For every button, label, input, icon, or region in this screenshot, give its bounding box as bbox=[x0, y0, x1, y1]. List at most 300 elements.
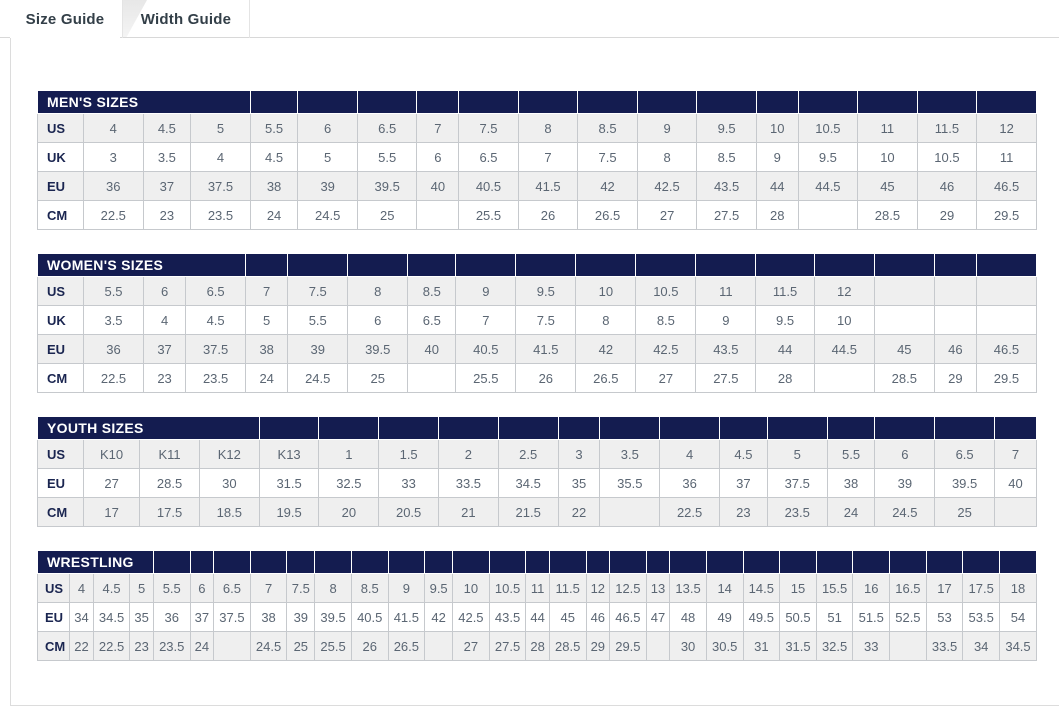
size-value-cell: 29 bbox=[917, 201, 977, 230]
size-value-cell: 15 bbox=[780, 574, 817, 603]
header-filler-cell bbox=[874, 254, 934, 277]
row-label-us: US bbox=[38, 440, 84, 469]
size-value-cell: 24 bbox=[246, 364, 288, 393]
size-value-cell: 42.5 bbox=[453, 603, 490, 632]
size-value-cell bbox=[976, 277, 1036, 306]
size-value-cell: 24.5 bbox=[298, 201, 358, 230]
size-value-cell: 22 bbox=[70, 632, 94, 661]
size-value-cell: 28.5 bbox=[874, 364, 934, 393]
size-value-cell: 7 bbox=[417, 114, 459, 143]
size-value-cell: 4 bbox=[191, 143, 251, 172]
size-value-cell: 8 bbox=[576, 306, 636, 335]
size-value-cell: 22.5 bbox=[660, 498, 720, 527]
size-value-cell: 53 bbox=[926, 603, 963, 632]
header-filler-cell bbox=[526, 551, 550, 574]
size-value-cell: 6.5 bbox=[214, 574, 251, 603]
size-value-cell: 30.5 bbox=[706, 632, 743, 661]
size-value-cell: 25 bbox=[348, 364, 408, 393]
size-value-cell: K11 bbox=[140, 440, 200, 469]
row-label-cm: CM bbox=[38, 632, 70, 661]
header-filler-cell bbox=[459, 91, 519, 114]
size-value-cell: 25.5 bbox=[459, 201, 519, 230]
size-guide-panel bbox=[10, 38, 1059, 706]
size-value-cell: 3.5 bbox=[600, 440, 660, 469]
size-value-cell: 39 bbox=[287, 603, 315, 632]
size-value-cell: 10 bbox=[453, 574, 490, 603]
size-value-cell: 6 bbox=[298, 114, 358, 143]
size-value-cell: 36 bbox=[153, 603, 190, 632]
size-value-cell: 11 bbox=[526, 574, 550, 603]
header-filler-cell bbox=[287, 551, 315, 574]
size-value-cell: 30 bbox=[670, 632, 707, 661]
size-value-cell: 44.5 bbox=[814, 335, 874, 364]
size-value-cell: 23.5 bbox=[191, 201, 251, 230]
header-filler-cell bbox=[439, 417, 499, 440]
size-value-cell bbox=[646, 632, 670, 661]
size-value-cell: 46 bbox=[917, 172, 977, 201]
size-value-cell: 9.5 bbox=[798, 143, 858, 172]
size-value-cell: 10.5 bbox=[636, 277, 696, 306]
size-value-cell: 43.5 bbox=[489, 603, 526, 632]
size-value-cell: 53.5 bbox=[963, 603, 1000, 632]
header-filler-cell bbox=[549, 551, 586, 574]
size-row-cm bbox=[38, 632, 1037, 661]
table-title: YOUTH SIZES bbox=[38, 417, 260, 440]
size-value-cell: 20 bbox=[319, 498, 379, 527]
size-value-cell: 24.5 bbox=[250, 632, 287, 661]
size-value-cell: 51 bbox=[816, 603, 853, 632]
header-filler-cell bbox=[697, 91, 757, 114]
header-filler-cell bbox=[816, 551, 853, 574]
row-label-eu: EU bbox=[38, 603, 70, 632]
size-value-cell: 29.5 bbox=[976, 364, 1036, 393]
size-value-cell: 8.5 bbox=[636, 306, 696, 335]
size-row-uk bbox=[38, 143, 1037, 172]
size-value-cell: 54 bbox=[1000, 603, 1037, 632]
header-filler-cell bbox=[660, 417, 720, 440]
header-filler-cell bbox=[780, 551, 817, 574]
size-value-cell: 6.5 bbox=[935, 440, 995, 469]
size-value-cell: 9 bbox=[756, 143, 798, 172]
size-value-cell: 39.5 bbox=[348, 335, 408, 364]
size-value-cell: 12 bbox=[977, 114, 1037, 143]
size-value-cell: 37.5 bbox=[186, 335, 246, 364]
size-value-cell: 22 bbox=[558, 498, 600, 527]
size-value-cell: 4.5 bbox=[143, 114, 191, 143]
size-value-cell: 15.5 bbox=[816, 574, 853, 603]
size-value-cell: 6 bbox=[348, 306, 408, 335]
size-value-cell: 41.5 bbox=[516, 335, 576, 364]
header-filler-cell bbox=[995, 417, 1037, 440]
size-value-cell: 7.5 bbox=[516, 306, 576, 335]
size-value-cell: 8.5 bbox=[697, 143, 757, 172]
size-value-cell: 18.5 bbox=[199, 498, 259, 527]
table-title: WRESTLING bbox=[38, 551, 154, 574]
header-filler-cell bbox=[814, 254, 874, 277]
header-filler-cell bbox=[875, 417, 935, 440]
size-value-cell bbox=[934, 306, 976, 335]
row-label-uk: UK bbox=[38, 306, 84, 335]
size-value-cell: 34.5 bbox=[1000, 632, 1037, 661]
size-value-cell: 39.5 bbox=[315, 603, 352, 632]
size-value-cell: 31.5 bbox=[259, 469, 319, 498]
size-row-cm bbox=[38, 201, 1037, 230]
size-value-cell: K10 bbox=[84, 440, 140, 469]
size-value-cell: 7.5 bbox=[459, 114, 519, 143]
size-value-cell: 35 bbox=[130, 603, 154, 632]
size-value-cell: 39.5 bbox=[357, 172, 417, 201]
size-value-cell: 10 bbox=[858, 143, 918, 172]
size-value-cell: 22.5 bbox=[93, 632, 130, 661]
size-value-cell: 27 bbox=[453, 632, 490, 661]
header-filler-cell bbox=[637, 91, 697, 114]
size-value-cell bbox=[417, 201, 459, 230]
mens-sizes-table bbox=[37, 90, 1037, 230]
size-value-cell: 34 bbox=[70, 603, 94, 632]
header-filler-cell bbox=[425, 551, 453, 574]
size-row-eu bbox=[38, 469, 1037, 498]
size-value-cell: 37 bbox=[719, 469, 767, 498]
header-filler-cell bbox=[408, 254, 456, 277]
size-row-uk bbox=[38, 306, 1037, 335]
size-value-cell: 50.5 bbox=[780, 603, 817, 632]
size-value-cell bbox=[425, 632, 453, 661]
size-value-cell: 26 bbox=[518, 201, 578, 230]
size-row-eu bbox=[38, 172, 1037, 201]
size-value-cell: 6 bbox=[190, 574, 214, 603]
size-value-cell: 25 bbox=[287, 632, 315, 661]
size-value-cell: 18 bbox=[1000, 574, 1037, 603]
size-value-cell: 11.5 bbox=[756, 277, 814, 306]
size-value-cell bbox=[874, 306, 934, 335]
size-value-cell: 46 bbox=[934, 335, 976, 364]
size-value-cell: 29.5 bbox=[610, 632, 647, 661]
size-value-cell: 41.5 bbox=[388, 603, 425, 632]
header-filler-cell bbox=[756, 91, 798, 114]
size-value-cell: 37.5 bbox=[767, 469, 827, 498]
row-label-uk: UK bbox=[38, 143, 84, 172]
size-value-cell: 9 bbox=[637, 114, 697, 143]
size-value-cell: 5.5 bbox=[827, 440, 875, 469]
tab-bar bbox=[0, 0, 1059, 38]
size-value-cell: 8 bbox=[637, 143, 697, 172]
size-value-cell: 39 bbox=[875, 469, 935, 498]
size-row-us bbox=[38, 114, 1037, 143]
size-value-cell: 23 bbox=[144, 364, 186, 393]
size-value-cell: 2.5 bbox=[498, 440, 558, 469]
size-value-cell: 7 bbox=[456, 306, 516, 335]
size-value-cell: 44.5 bbox=[798, 172, 858, 201]
size-value-cell: 42 bbox=[576, 335, 636, 364]
header-filler-cell bbox=[934, 254, 976, 277]
size-value-cell: 28 bbox=[526, 632, 550, 661]
size-value-cell: 17 bbox=[84, 498, 140, 527]
size-value-cell bbox=[814, 364, 874, 393]
size-value-cell: 8.5 bbox=[578, 114, 638, 143]
size-value-cell bbox=[976, 306, 1036, 335]
size-value-cell: 4 bbox=[660, 440, 720, 469]
row-label-eu: EU bbox=[38, 172, 84, 201]
size-value-cell: 8 bbox=[518, 114, 578, 143]
header-filler-cell bbox=[610, 551, 647, 574]
size-value-cell: 7.5 bbox=[578, 143, 638, 172]
size-value-cell bbox=[890, 632, 927, 661]
size-value-cell: 44 bbox=[756, 335, 814, 364]
size-value-cell: 25.5 bbox=[456, 364, 516, 393]
size-value-cell: 43.5 bbox=[697, 172, 757, 201]
size-value-cell: 5 bbox=[767, 440, 827, 469]
size-row-eu bbox=[38, 335, 1037, 364]
size-row-us bbox=[38, 277, 1037, 306]
size-value-cell: 24 bbox=[827, 498, 875, 527]
size-value-cell: 28.5 bbox=[858, 201, 918, 230]
size-value-cell: 23.5 bbox=[186, 364, 246, 393]
size-value-cell: 42 bbox=[425, 603, 453, 632]
size-value-cell: 12 bbox=[586, 574, 610, 603]
size-value-cell: 19.5 bbox=[259, 498, 319, 527]
size-value-cell: 24 bbox=[250, 201, 298, 230]
size-value-cell: 37.5 bbox=[214, 603, 251, 632]
row-label-us: US bbox=[38, 114, 84, 143]
size-value-cell: 25 bbox=[357, 201, 417, 230]
size-value-cell: 1 bbox=[319, 440, 379, 469]
size-value-cell: 26.5 bbox=[388, 632, 425, 661]
size-value-cell: 24.5 bbox=[288, 364, 348, 393]
size-value-cell: 11 bbox=[696, 277, 756, 306]
size-value-cell: K13 bbox=[259, 440, 319, 469]
size-value-cell: 10.5 bbox=[917, 143, 977, 172]
header-filler-cell bbox=[250, 91, 298, 114]
size-value-cell: 4.5 bbox=[186, 306, 246, 335]
size-value-cell: 39.5 bbox=[935, 469, 995, 498]
header-filler-cell bbox=[214, 551, 251, 574]
size-value-cell: 2 bbox=[439, 440, 499, 469]
size-value-cell: 40.5 bbox=[456, 335, 516, 364]
size-value-cell: 33 bbox=[853, 632, 890, 661]
size-value-cell bbox=[600, 498, 660, 527]
size-value-cell: 3 bbox=[84, 143, 144, 172]
size-value-cell: 4.5 bbox=[719, 440, 767, 469]
size-value-cell: 31 bbox=[743, 632, 780, 661]
size-value-cell: 47 bbox=[646, 603, 670, 632]
size-value-cell: 16 bbox=[853, 574, 890, 603]
size-row-us bbox=[38, 574, 1037, 603]
size-value-cell: 3.5 bbox=[84, 306, 144, 335]
size-value-cell: 43.5 bbox=[696, 335, 756, 364]
size-value-cell: 42 bbox=[578, 172, 638, 201]
size-value-cell: 34.5 bbox=[93, 603, 130, 632]
header-filler-cell bbox=[827, 417, 875, 440]
size-value-cell: K12 bbox=[199, 440, 259, 469]
size-value-cell: 29 bbox=[586, 632, 610, 661]
header-filler-cell bbox=[246, 254, 288, 277]
size-value-cell: 52.5 bbox=[890, 603, 927, 632]
size-value-cell bbox=[934, 277, 976, 306]
size-value-cell: 42.5 bbox=[636, 335, 696, 364]
size-value-cell: 28 bbox=[756, 201, 798, 230]
size-value-cell: 32.5 bbox=[319, 469, 379, 498]
size-value-cell: 9.5 bbox=[756, 306, 814, 335]
header-filler-cell bbox=[890, 551, 927, 574]
size-value-cell: 37 bbox=[143, 172, 191, 201]
size-value-cell: 33 bbox=[379, 469, 439, 498]
header-filler-cell bbox=[498, 417, 558, 440]
size-value-cell: 23 bbox=[719, 498, 767, 527]
size-value-cell: 10 bbox=[576, 277, 636, 306]
row-label-cm: CM bbox=[38, 498, 84, 527]
header-filler-cell bbox=[190, 551, 214, 574]
size-value-cell: 4 bbox=[70, 574, 94, 603]
size-value-cell: 46.5 bbox=[976, 335, 1036, 364]
header-filler-cell bbox=[977, 91, 1037, 114]
size-value-cell: 8.5 bbox=[408, 277, 456, 306]
size-value-cell bbox=[995, 498, 1037, 527]
header-filler-cell bbox=[319, 417, 379, 440]
header-filler-cell bbox=[417, 91, 459, 114]
size-value-cell: 11 bbox=[977, 143, 1037, 172]
header-filler-cell bbox=[926, 551, 963, 574]
size-value-cell: 34.5 bbox=[498, 469, 558, 498]
size-value-cell: 31.5 bbox=[780, 632, 817, 661]
size-value-cell: 23 bbox=[143, 201, 191, 230]
size-value-cell: 13 bbox=[646, 574, 670, 603]
size-value-cell: 10 bbox=[814, 306, 874, 335]
size-value-cell: 5 bbox=[298, 143, 358, 172]
header-filler-cell bbox=[858, 91, 918, 114]
size-value-cell: 27 bbox=[636, 364, 696, 393]
size-value-cell: 4.5 bbox=[93, 574, 130, 603]
size-value-cell: 38 bbox=[250, 603, 287, 632]
size-value-cell: 5 bbox=[246, 306, 288, 335]
row-label-us: US bbox=[38, 277, 84, 306]
size-value-cell: 4 bbox=[144, 306, 186, 335]
header-filler-cell bbox=[516, 254, 576, 277]
header-filler-cell bbox=[578, 91, 638, 114]
size-value-cell: 8 bbox=[348, 277, 408, 306]
header-filler-cell bbox=[798, 91, 858, 114]
size-value-cell: 24 bbox=[190, 632, 214, 661]
header-filler-cell bbox=[706, 551, 743, 574]
size-value-cell: 22.5 bbox=[84, 201, 144, 230]
size-row-eu bbox=[38, 603, 1037, 632]
size-value-cell: 4.5 bbox=[250, 143, 298, 172]
size-value-cell: 38 bbox=[250, 172, 298, 201]
header-filler-cell bbox=[917, 91, 977, 114]
size-value-cell: 9.5 bbox=[516, 277, 576, 306]
size-value-cell: 40 bbox=[995, 469, 1037, 498]
size-value-cell: 7 bbox=[246, 277, 288, 306]
header-filler-cell bbox=[315, 551, 352, 574]
size-value-cell: 44 bbox=[756, 172, 798, 201]
size-value-cell: 11.5 bbox=[549, 574, 586, 603]
size-value-cell: 17 bbox=[926, 574, 963, 603]
header-filler-cell bbox=[600, 417, 660, 440]
header-filler-cell bbox=[756, 254, 814, 277]
size-value-cell: 10 bbox=[756, 114, 798, 143]
header-filler-cell bbox=[976, 254, 1036, 277]
size-value-cell: 14 bbox=[706, 574, 743, 603]
size-value-cell: 7 bbox=[250, 574, 287, 603]
size-value-cell: 8.5 bbox=[351, 574, 388, 603]
row-label-us: US bbox=[38, 574, 70, 603]
size-value-cell: 39 bbox=[288, 335, 348, 364]
size-value-cell: 27.5 bbox=[696, 364, 756, 393]
size-value-cell: 24.5 bbox=[875, 498, 935, 527]
size-value-cell: 5.5 bbox=[84, 277, 144, 306]
size-value-cell: 40.5 bbox=[351, 603, 388, 632]
size-value-cell: 49 bbox=[706, 603, 743, 632]
size-value-cell: 26 bbox=[516, 364, 576, 393]
size-value-cell: 1.5 bbox=[379, 440, 439, 469]
tab-width-guide-label: Width Guide bbox=[140, 10, 232, 28]
size-value-cell: 27.5 bbox=[697, 201, 757, 230]
header-filler-cell bbox=[935, 417, 995, 440]
header-filler-cell bbox=[696, 254, 756, 277]
header-filler-cell bbox=[719, 417, 767, 440]
size-value-cell: 5.5 bbox=[250, 114, 298, 143]
size-value-cell: 45 bbox=[858, 172, 918, 201]
size-value-cell: 33.5 bbox=[926, 632, 963, 661]
header-filler-cell bbox=[357, 91, 417, 114]
size-value-cell: 33.5 bbox=[439, 469, 499, 498]
size-value-cell: 9 bbox=[696, 306, 756, 335]
size-value-cell: 6 bbox=[144, 277, 186, 306]
header-filler-cell bbox=[636, 254, 696, 277]
size-value-cell: 26 bbox=[351, 632, 388, 661]
size-value-cell: 45 bbox=[549, 603, 586, 632]
size-value-cell: 27.5 bbox=[489, 632, 526, 661]
size-value-cell: 17.5 bbox=[140, 498, 200, 527]
header-filler-cell bbox=[453, 551, 490, 574]
size-value-cell: 8 bbox=[315, 574, 352, 603]
size-value-cell: 6 bbox=[875, 440, 935, 469]
size-value-cell: 29 bbox=[934, 364, 976, 393]
size-value-cell: 37 bbox=[144, 335, 186, 364]
header-filler-cell bbox=[250, 551, 287, 574]
size-value-cell: 3 bbox=[558, 440, 600, 469]
header-filler-cell bbox=[456, 254, 516, 277]
tab-size-guide[interactable] bbox=[10, 0, 120, 38]
size-value-cell: 10.5 bbox=[798, 114, 858, 143]
size-value-cell: 32.5 bbox=[816, 632, 853, 661]
size-value-cell: 7 bbox=[518, 143, 578, 172]
size-value-cell: 28.5 bbox=[140, 469, 200, 498]
header-filler-cell bbox=[558, 417, 600, 440]
size-value-cell: 37.5 bbox=[191, 172, 251, 201]
size-value-cell: 17.5 bbox=[963, 574, 1000, 603]
row-label-eu: EU bbox=[38, 469, 84, 498]
size-value-cell: 12.5 bbox=[610, 574, 647, 603]
table-title: WOMEN'S SIZES bbox=[38, 254, 246, 277]
size-value-cell: 46.5 bbox=[610, 603, 647, 632]
size-value-cell: 27 bbox=[84, 469, 140, 498]
header-filler-cell bbox=[348, 254, 408, 277]
header-filler-cell bbox=[518, 91, 578, 114]
size-value-cell: 11 bbox=[858, 114, 918, 143]
table-title: MEN'S SIZES bbox=[38, 91, 251, 114]
size-value-cell: 5.5 bbox=[357, 143, 417, 172]
tab-width-guide[interactable] bbox=[122, 0, 250, 38]
header-filler-cell bbox=[379, 417, 439, 440]
size-value-cell: 48 bbox=[670, 603, 707, 632]
size-value-cell: 12 bbox=[814, 277, 874, 306]
size-value-cell: 40.5 bbox=[459, 172, 519, 201]
header-filler-cell bbox=[853, 551, 890, 574]
size-value-cell: 21 bbox=[439, 498, 499, 527]
size-value-cell: 16.5 bbox=[890, 574, 927, 603]
size-value-cell: 41.5 bbox=[518, 172, 578, 201]
row-label-cm: CM bbox=[38, 364, 84, 393]
